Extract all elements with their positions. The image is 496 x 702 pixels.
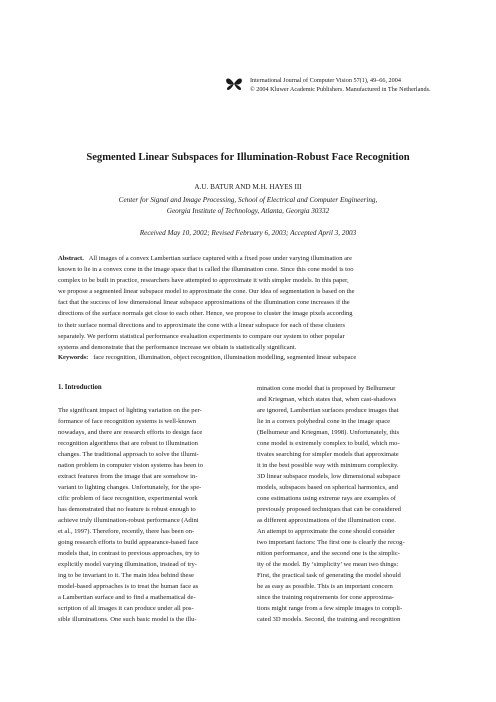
abstract bbox=[58, 253, 436, 353]
authors: A.U. BATUR AND M.H. HAYES III bbox=[194, 183, 302, 191]
abstract-line: we propose a segmented linear subspace model to approximate the cone. Our idea of segmentation is based on the bbox=[58, 288, 355, 296]
body-line: as different approximations of the illumination cone. bbox=[257, 517, 396, 524]
body-line: changes. The traditional approach to solve the illumi- bbox=[58, 451, 199, 458]
affiliation-line: Georgia Institute of Technology, Atlanta, Georgia 30332 bbox=[166, 207, 330, 215]
abstract-line: directions of the surface normals get close to each other. Hence, we propose to cluster the image pixels according bbox=[58, 310, 353, 318]
copyright-line: © 2004 Kluwer Academic Publishers. Manufactured in The Netherlands. bbox=[250, 86, 431, 93]
body-line: cone model is extremely complex to build, which mo- bbox=[257, 440, 400, 447]
body-line: models that, in contrast to previous approaches, try to bbox=[58, 550, 200, 557]
body-line: previously proposed techniques that can be considered bbox=[257, 506, 401, 513]
body-line: be as easy as possible. This is an important concern bbox=[257, 583, 393, 590]
body-line: ity of the model. By ‘simplicity’ we mean two things: bbox=[257, 561, 399, 568]
body-line: explicitly model varying illumination, instead of try- bbox=[58, 561, 197, 568]
abstract-line: complex to be built in practice, researchers have attempted to approximate it with simpler models. In this paper, bbox=[58, 277, 349, 285]
received-dates: Received May 10, 2002; Revised February 6, 2003; Accepted April 3, 2003 bbox=[139, 229, 357, 237]
affiliation-line: Center for Signal and Image Processing, School of Electrical and Computer Engineering, bbox=[118, 196, 378, 204]
body-line: (Belhumeur and Kriegman, 1998). Unfortunately, this bbox=[257, 429, 400, 436]
body-line: achieve truly illumination-robust performance (Adini bbox=[58, 517, 199, 524]
paper-title: Segmented Linear Subspaces for Illumination-Robust Face Recognition bbox=[86, 152, 410, 163]
body-line: it in the best possible way with minimum complexity. bbox=[257, 462, 399, 469]
abstract-line: to their surface normal directions and to approximate the cone with a linear subspace for each of these clusters bbox=[58, 321, 345, 329]
body-line: since the training requirements for cone approxima- bbox=[257, 594, 394, 601]
body-line: tions might range from a few simple images to compli- bbox=[257, 605, 403, 612]
body-line: ing to be invariant to it. The main idea behind these bbox=[58, 572, 194, 579]
publisher-logo-icon bbox=[223, 73, 245, 95]
keywords bbox=[58, 354, 356, 361]
body-line: et al., 1997). Therefore, recently, there has been on- bbox=[58, 528, 195, 535]
left-column bbox=[58, 405, 239, 625]
abstract-line bbox=[58, 253, 436, 264]
section-heading: 1. Introduction bbox=[58, 384, 102, 391]
keywords-label: Keywords: bbox=[58, 354, 89, 361]
body-line: cone estimations using extreme rays are examples of bbox=[257, 495, 396, 502]
body-line: The significant impact of lighting variation on the per- bbox=[58, 407, 202, 414]
body-line: First, the practical task of generating the model should bbox=[257, 572, 401, 579]
body-line: nition performance, and the second one is the simplic- bbox=[257, 550, 401, 557]
body-line: models, subspaces based on spherical harmonics, and bbox=[257, 484, 398, 491]
journal-citation: International Journal of Computer Vision 57(1), 49–66, 2004 bbox=[250, 77, 401, 84]
body-line: formance of face recognition systems is well-known bbox=[58, 418, 197, 425]
abstract-line: systems and demonstrate that the performance increase we obtain is statistically significant. bbox=[58, 343, 297, 351]
body-line: and Kriegman, which states that, when cast-shadows bbox=[257, 396, 397, 403]
body-line: model-based approaches is to treat the human face as bbox=[58, 583, 199, 590]
body-line: sible illuminations. One such basic model is the illu- bbox=[58, 616, 197, 623]
body-line: lie in a convex polyhedral cone in the image space bbox=[257, 418, 391, 425]
body-line: nowadays, and there are research efforts to design face bbox=[58, 429, 203, 436]
body-line: An attempt to approximate the cone should consider bbox=[257, 528, 395, 535]
journal-header bbox=[223, 76, 431, 95]
keywords-text: face recognition, illumination, object recognition, illumination modelling, segmented linear subspace bbox=[93, 354, 357, 361]
body-line: nation problem in computer vision systems has been to bbox=[58, 462, 204, 469]
body-line: 3D linear subspace models, low dimensional subspace bbox=[257, 473, 401, 480]
body-line: variant to lighting changes. Unfortunately, for the spe- bbox=[58, 484, 202, 491]
body-line: tivates searching for simpler models that approximate bbox=[257, 451, 399, 458]
abstract-line: separately. We perform statistical performance evaluation experiments to compare our system to other popular bbox=[58, 332, 345, 340]
affiliation bbox=[0, 195, 496, 217]
body-line: two important factors: The first one is clearly the recog- bbox=[257, 539, 405, 546]
body-line: going research efforts to build appearance-based face bbox=[58, 539, 199, 546]
body-line: cated 3D models. Second, the training and recognition bbox=[257, 616, 401, 623]
abstract-text: All images of a convex Lambertian surface captured with a fixed pose under varying illumination are bbox=[88, 255, 353, 262]
body-line: cific problem of face recognition, experimental work bbox=[58, 495, 198, 502]
body-line: has demonstrated that no feature is robust enough to bbox=[58, 506, 196, 513]
abstract-line: known to lie in a convex cone in the image space that is called the illumination cone. Since this cone model is too bbox=[58, 266, 354, 274]
right-column bbox=[257, 383, 438, 625]
body-line: are ignored, Lambertian surfaces produce images that bbox=[257, 407, 399, 414]
body-line: extract features from the image that are somehow in- bbox=[58, 473, 198, 480]
body-line: recognition algorithms that are robust to illumination bbox=[58, 440, 198, 447]
body-line: mination cone model that is proposed by Belhumeur bbox=[257, 385, 396, 392]
abstract-label: Abstract. bbox=[58, 255, 84, 262]
body-line: scription of all images it can produce under all pos- bbox=[58, 605, 194, 612]
abstract-line: fact that the success of low dimensional linear subspace approximations of the illumination cone increases if the bbox=[58, 299, 350, 307]
body-line: a Lambertian surface and to find a mathematical de- bbox=[58, 594, 196, 601]
